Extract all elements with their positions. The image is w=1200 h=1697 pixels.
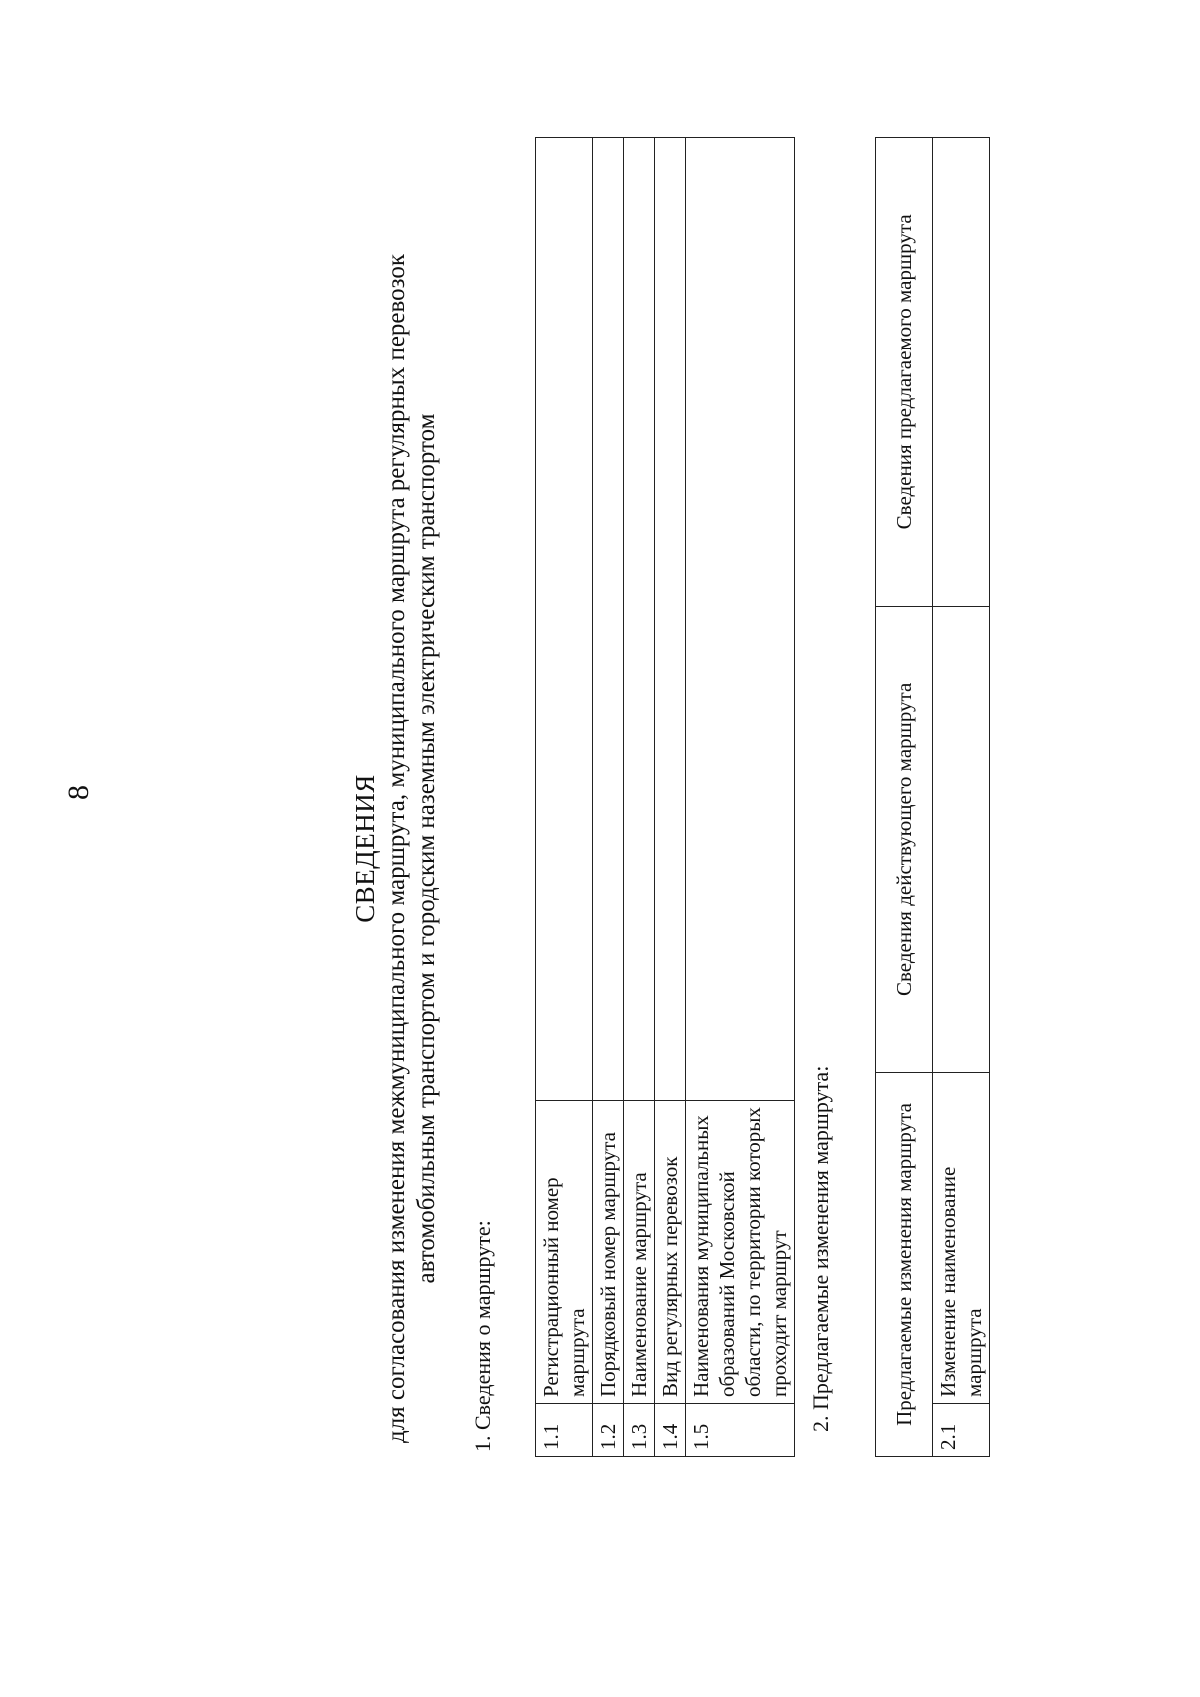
table-row — [686, 138, 795, 1457]
row-label: Порядковый номер маршрута — [593, 1101, 624, 1404]
row-number: 1.4 — [655, 1404, 686, 1457]
row-label: Регистрационный номер маршрута — [536, 1101, 593, 1404]
row-number: 1.3 — [624, 1404, 655, 1457]
table-row — [655, 138, 686, 1457]
row-value[interactable] — [655, 138, 686, 1101]
row-value[interactable] — [624, 138, 655, 1101]
table-header-row — [876, 138, 933, 1457]
document-subtitle-line1: для согласования изменения межмуниципального маршрута, муниципального маршрута регулярных перевозок — [383, 253, 410, 1444]
header-changes: Предлагаемые изменения маршрута — [876, 1073, 933, 1457]
row-number: 1.5 — [686, 1404, 795, 1457]
page-number: 8 — [62, 785, 95, 800]
header-current: Сведения действующего маршрута — [876, 606, 933, 1072]
row-label: Наименования муниципальных образований Московской области, по территории которых проходит маршрут — [686, 1101, 795, 1404]
table-row — [536, 138, 593, 1457]
row-number: 1.2 — [593, 1404, 624, 1457]
proposed-changes-table — [875, 137, 990, 1457]
document-title: СВЕДЕНИЯ — [350, 774, 380, 923]
row-proposed-value[interactable] — [933, 138, 990, 607]
row-number: 1.1 — [536, 1404, 593, 1457]
table-row — [624, 138, 655, 1457]
document-subtitle-line2: автомобильным транспортом и городским наземным электрическим транспортом — [413, 413, 440, 1284]
section2-title: 2. Предлагаемые изменения маршрута: — [808, 1065, 833, 1432]
row-value[interactable] — [593, 138, 624, 1101]
row-label: Изменение наименование маршрута — [933, 1073, 990, 1404]
section1-title: 1. Сведения о маршруте: — [470, 1220, 495, 1452]
row-value[interactable] — [536, 138, 593, 1101]
row-label: Наименование маршрута — [624, 1101, 655, 1404]
row-number: 2.1 — [933, 1404, 990, 1457]
document-heading — [350, 0, 442, 1697]
table-row — [933, 138, 990, 1457]
row-value[interactable] — [686, 138, 795, 1101]
row-current-value[interactable] — [933, 606, 990, 1072]
header-proposed: Сведения предлагаемого маршрута — [876, 138, 933, 607]
row-label: Вид регулярных перевозок — [655, 1101, 686, 1404]
table-row — [593, 138, 624, 1457]
route-info-table — [535, 137, 795, 1457]
